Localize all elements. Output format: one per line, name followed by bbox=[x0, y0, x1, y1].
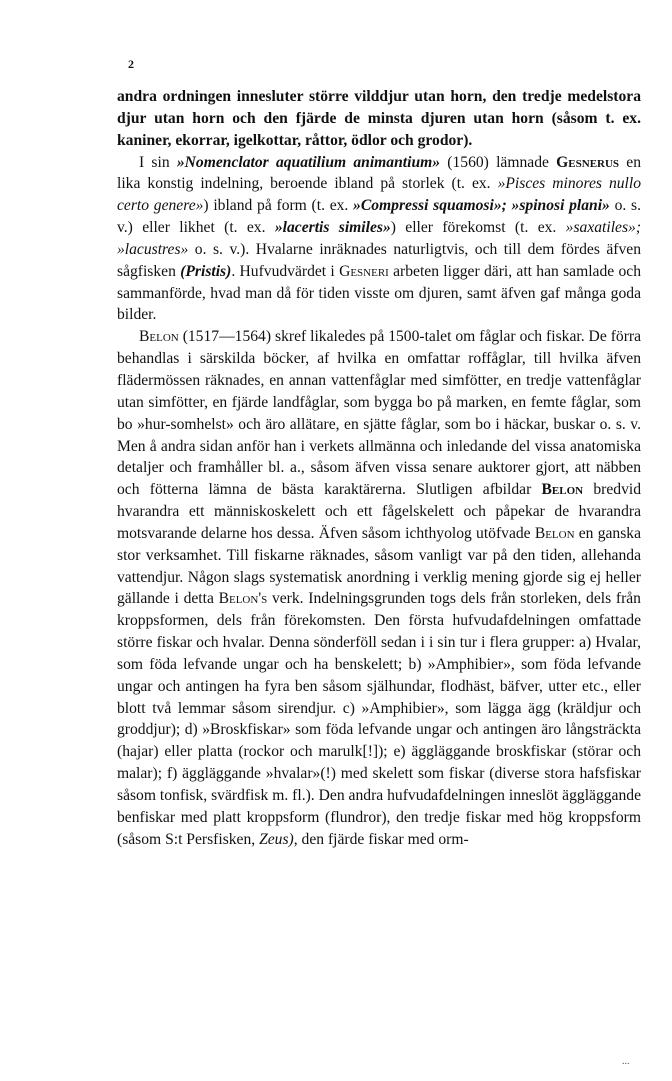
p2-term-saxatiles: »saxatiles»; »lacustres» bbox=[117, 219, 642, 258]
p2-term-pristis: (Pristis) bbox=[180, 262, 232, 280]
p3-text-10: , den fjärde fiskar med orm- bbox=[293, 830, 469, 848]
p3-author-belon-3: Belon bbox=[534, 524, 575, 542]
p2-text-17: arbeten ligger däri, att han samlade och sammanförde, hvad man då för tiden visste om djuren, samt äfven gaf många goda bilder. bbox=[117, 262, 642, 324]
p3-author-belon-1: Belon bbox=[139, 328, 179, 346]
p2-text-15: . Hufvudvärdet i bbox=[231, 262, 340, 280]
paragraph-1 bbox=[117, 86, 641, 152]
p3-text-2: (1517—1564) skref likaledes på 1500-talet om fåglar och fiskar. De förra behandlas i särskilda böcker, af hvilka en omfattar roffåglar, till hvilka äfven flädermössen räknades, en annan vattenfåglar med simfötter, en tredje vattenfåglar utan simfötter, en fjärde landfåglar, som bygga bo på marken, en femte fåglar, som bo »hur-somhelst» och äro allätare, en sjätte fåglar, som bo i häckar, buskar o. s. v. Men å andra sidan anför han i verkets allmänna och inledande del vissa anatomiska detaljer och framhåller bl. a., såsom äfven vissa senare auktorer gjort, att näbben och fötterna lämna de bästa karaktärerna. Slutligen afbildar bbox=[117, 328, 641, 499]
p2-author-gesnerus: Gesnerus bbox=[556, 153, 620, 171]
p3-author-belons: Belon's bbox=[218, 590, 268, 608]
p2-term-pisces-minores: »Pisces minores nullo certo genere» bbox=[117, 175, 642, 215]
p3-text-6: en ganska stor verksamhet. Till fiskarne räknades, såsom vanligt var på den tiden, allehanda vattendjur. Någon slags systematisk anordning i verklig mening gjorde sig ej heller gällande i detta bbox=[117, 524, 641, 608]
p3-term-zeus: Zeus) bbox=[259, 830, 294, 848]
page-number: 2 bbox=[128, 57, 134, 71]
paragraph-1-text: andra ordningen innesluter större vilddjur utan horn, den tredje medelstora djur utan horn och den fjärde de minsta djuren utan horn (såsom t. ex. kaniner, ekorrar, igelkottar, råttor, ödlor och grodor). bbox=[117, 88, 641, 149]
paragraph-2 bbox=[117, 152, 641, 327]
p2-text-3: (1560) lämnade bbox=[440, 153, 557, 171]
p3-text-4: bredvid hvarandra ett människoskelett och ett fågelskelett och påpekar de hvarandra motsvarande delarne hos dessa. Äfven såsom ichthyolog utöfvade bbox=[117, 481, 641, 542]
p2-author-gesneri: Gesneri bbox=[339, 262, 389, 280]
p3-text-8: verk. Indelningsgrunden togs dels från storleken, dels från kroppsformen, dels från förekomsten. Den första hufvudafdelningen omfattade större fiskar och hvalar. Denna sönderföll sedan i i sin tur i flera grupper: a) Hvalar, som föda lefvande ungar och ha benskelett; b) »Amphibier», som föda lefvande ungar och antingen ha fyra ben såsom själhundar, flodhäst, bäfver, utter etc., eller blott två lemmar såsom sirendjur. c) »Amphibier», som lägga ägg (kräldjur och groddjur); d) »Broskfiskar» som föda lefvande ungar och antingen äro långsträckta (hajar) eller platta (rockor och marulk[!]); e) äggläggande broskfiskar (störar och malar); f) äggläggande »hvalar»(!) med skelett som fiskar (diverse stora hafsfiskar såsom tonfisk, svärdfisk m. fl.). Den andra hufvudafdelningen inneslöt äggläggande benfiskar med platt kroppsform (flundror), den tredje fiskar med hög kroppsform (såsom S:t Persfisken, bbox=[117, 590, 641, 848]
p2-text-13: o. s. v.). Hvalarne inräknades naturligtvis, och till dem fördes äfven sågfisken bbox=[117, 240, 641, 280]
p2-text-1: I sin bbox=[139, 153, 177, 171]
p2-text-9: o. s. v.) eller likhet (t. ex. bbox=[117, 197, 641, 237]
p2-term-lacertis: »lacertis similes» bbox=[274, 219, 391, 237]
footer-mark: ... bbox=[622, 1056, 630, 1067]
body-text bbox=[117, 86, 641, 851]
p3-author-belon-2: Belon bbox=[541, 481, 584, 499]
p2-title-nomenclator: »Nomenclator aquatilium animantium» bbox=[176, 153, 441, 171]
p2-text-7: ) ibland på form (t. ex. bbox=[203, 197, 354, 215]
p2-term-compressi: »Compressi squamosi»; »spinosi plani» bbox=[353, 197, 610, 215]
paragraph-3 bbox=[117, 326, 641, 850]
p2-text-11: ) eller förekomst (t. ex. bbox=[390, 219, 566, 237]
p2-text-5: en lika konstig indelning, beroende ibland på storlek (t. ex. bbox=[117, 153, 642, 193]
